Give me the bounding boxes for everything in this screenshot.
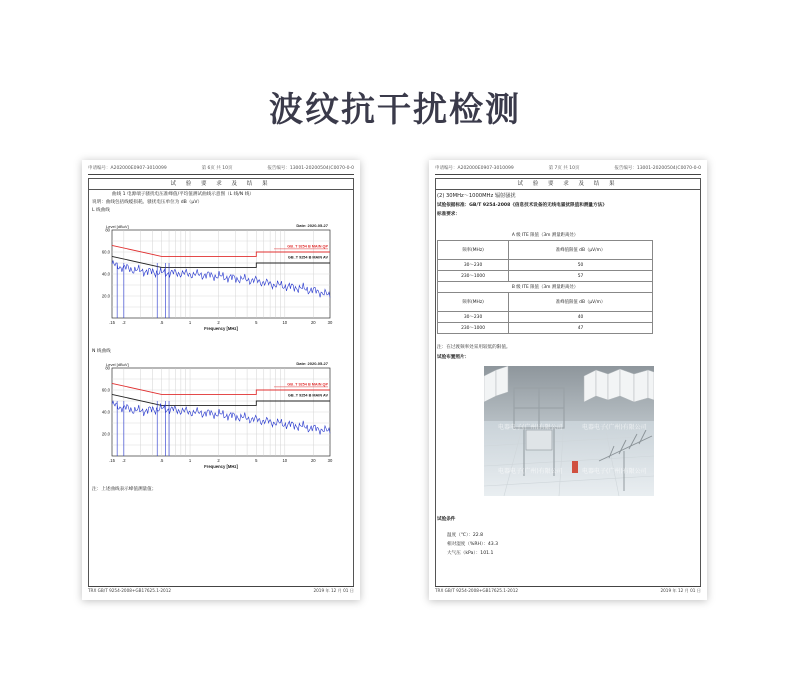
figure-caption: 曲线 1 电源端子骚扰电压准峰值/平均值测试曲线示意图（L 线/N 线） [112, 192, 254, 197]
y-tick-label: 40.0 [101, 409, 110, 415]
footer-divider [435, 586, 701, 587]
table-row: 50 [509, 260, 653, 271]
table-b-col2: 准峰值限值 dB（μV/m） [509, 293, 653, 312]
x-tick-label: 1 [188, 458, 192, 463]
x-tick-label: 2 [217, 320, 220, 325]
condition-temperature: 温度（℃）：22.8 [447, 533, 484, 538]
header-divider [435, 174, 701, 175]
anechoic-chamber-image [484, 366, 654, 496]
y-axis-label: Level [dBuV] [106, 224, 129, 229]
table-a-col1: 频率(MHz) [438, 241, 509, 260]
report-ref: 报告编号：13001-20200504(C0070-0-0 [267, 166, 354, 171]
table-b-col1: 频率(MHz) [438, 293, 509, 312]
page-footer [435, 588, 701, 594]
watermark: 电器电子(广州)有限公司 [582, 468, 647, 475]
x-tick-label: 10 [282, 320, 288, 325]
table-b-title: B 级 ITE 限值（3m 测量距离处） [438, 282, 653, 293]
condition-humidity: 相对湿度（%RH）：43.3 [447, 542, 499, 547]
x-tick-label: .5 [159, 320, 164, 325]
table-note: 注：在过渡频率处采用较低的限值。 [437, 345, 511, 350]
table-row: 40 [509, 312, 653, 323]
page-footer [88, 588, 354, 594]
footer-date: 2019 年 12 月 01 日 [313, 588, 354, 593]
report-ref: 报告编号：13001-20200504(C0070-0-0 [614, 166, 701, 171]
table-row: 230～1000 [438, 271, 509, 282]
test-setup-photo [484, 366, 654, 496]
chart-date: Date: 2020-05-27 [296, 223, 328, 228]
x-tick-label: .15 [109, 320, 115, 325]
l-line-label: L 线曲线 [92, 208, 110, 213]
condition-pressure: 大气压（kPa）：101.1 [447, 551, 494, 556]
table-row: 30～230 [438, 260, 509, 271]
page-number: 第 7页 共 10页 [548, 166, 580, 171]
photo-label: 试验布置照片： [437, 355, 470, 360]
table-row: 30～230 [438, 312, 509, 323]
table-row: 230～1000 [438, 323, 509, 334]
watermark: 电器电子(广州)有限公司 [498, 424, 563, 431]
x-tick-label: 1 [188, 320, 192, 325]
page-title: 波纹抗干扰检测 [269, 90, 521, 130]
x-axis-label: Frequency [MHz] [204, 464, 238, 469]
y-tick-label: 80 [105, 227, 110, 233]
x-tick-label: 5 [255, 458, 258, 463]
page-header [435, 165, 701, 173]
x-axis-label: Frequency [MHz] [204, 326, 238, 331]
x-tick-label: 2 [217, 458, 220, 463]
x-tick-label: 30 [327, 320, 333, 325]
x-tick-label: .2 [122, 458, 126, 463]
page-header [88, 165, 354, 173]
y-tick-label: 60.0 [101, 249, 110, 255]
test-name: (2) 30MHz～1000MHz 辐射骚扰 [437, 193, 516, 199]
watermark: 电器电子(广州)有限公司 [498, 468, 563, 475]
x-tick-label: .5 [159, 458, 164, 463]
report-page-right [429, 160, 707, 600]
footer-standard: TRX GB/T 9254-2008+GB17625.1-2012 [435, 588, 519, 593]
footer-standard: TRX GB/T 9254-2008+GB17625.1-2012 [88, 588, 172, 593]
conditions-label: 试验条件 [437, 517, 456, 522]
legend-qp: GB_T 9254 B MAIN QP [287, 382, 328, 387]
x-tick-label: 10 [282, 458, 288, 463]
test-basis: 试验依据标准：GB/T 9254-2008《信息技术设备的无线电骚扰限值和测量方法》 [437, 203, 607, 208]
x-tick-label: 20 [310, 320, 316, 325]
table-row: 57 [509, 271, 653, 282]
report-number: 申请编号：A202000E0907-3010099 [435, 166, 514, 171]
x-tick-label: 5 [255, 320, 258, 325]
x-tick-label: .15 [109, 458, 115, 463]
class-a-limit-table [437, 230, 653, 334]
x-tick-label: 20 [310, 458, 316, 463]
watermark: 电器电子(广州)有限公司 [582, 424, 647, 431]
footer-date: 2019 年 12 月 01 日 [660, 588, 701, 593]
header-divider [88, 174, 354, 175]
y-tick-label: 60.0 [101, 387, 110, 393]
y-tick-label: 80 [105, 365, 110, 371]
footer-divider [88, 586, 354, 587]
y-tick-label: 20.0 [101, 431, 110, 437]
y-tick-label: 20.0 [101, 293, 110, 299]
table-a-title: A 级 ITE 限值（3m 测量距离处） [511, 233, 579, 238]
page-number: 第 6页 共 10页 [201, 166, 233, 171]
chart-date: Date: 2020-05-27 [296, 361, 328, 366]
report-page-left [82, 160, 360, 600]
l-line-chart [90, 218, 352, 338]
table-a-col2: 准峰值限值 dB（μV/m） [509, 241, 653, 260]
section-title: 试 验 要 求 及 结 果 [88, 178, 354, 190]
n-line-label: N 线曲线 [92, 349, 111, 354]
report-number: 申请编号：A202000E0907-3010099 [88, 166, 167, 171]
n-line-chart [90, 356, 352, 476]
x-tick-label: .2 [122, 320, 126, 325]
figure-note: 说明：曲线包括线缆损耗。骚扰电压单位为 dB（μV） [92, 200, 203, 205]
table-row: 47 [509, 323, 653, 334]
chart-note: 注：上述曲线表示峰值测量值； [92, 487, 157, 492]
requirement-label: 标准要求： [437, 212, 460, 217]
legend-av: GB_T 9254 B MAIN AV [287, 393, 328, 398]
y-tick-label: 40.0 [101, 271, 110, 277]
section-title: 试 验 要 求 及 结 果 [435, 178, 701, 190]
legend-av: GB_T 9254 B MAIN AV [287, 255, 328, 260]
legend-qp: GB_T 9254 B MAIN QP [287, 244, 328, 249]
x-tick-label: 30 [327, 458, 333, 463]
y-axis-label: Level [dBuV] [106, 362, 129, 367]
